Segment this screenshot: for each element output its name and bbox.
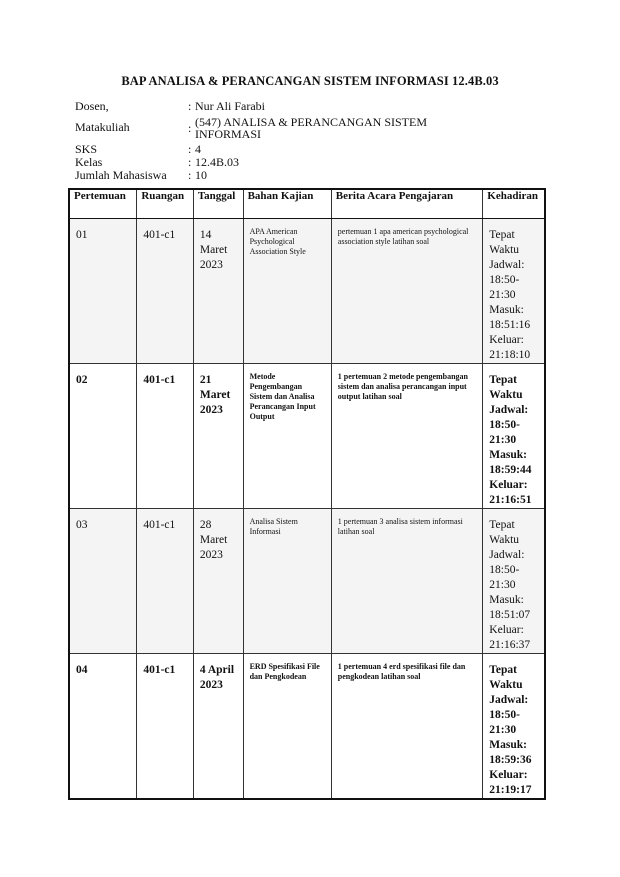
class-label: Kelas xyxy=(75,155,103,169)
cell-tanggal: 4 April 2023 xyxy=(193,654,243,800)
cell-bahan-kajian: ERD Spesifikasi File dan Pengkodean xyxy=(243,654,331,800)
header-berita-acara: Berita Acara Pengajaran xyxy=(331,189,483,219)
course-row xyxy=(75,116,455,140)
header-tanggal: Tanggal xyxy=(193,189,243,219)
student-count-sep: : xyxy=(188,168,192,182)
cell-bahan-kajian: Metode Pengembangan Sistem dan Analisa Perancangan Input Output xyxy=(243,364,331,509)
cell-tanggal: 21 Maret 2023 xyxy=(193,364,243,509)
header-ruangan: Ruangan xyxy=(137,189,194,219)
class-sep: : xyxy=(188,155,192,169)
cell-berita-acara: 1 pertemuan 2 metode pengembangan sistem dan analisa perancangan input output latihan soal xyxy=(331,364,483,509)
cell-ruangan: 401-c1 xyxy=(137,364,194,509)
cell-pertemuan: 04 xyxy=(69,654,137,800)
lecturer-sep: : xyxy=(188,99,192,113)
cell-kehadiran: Tepat Waktu Jadwal: 18:50- 21:30 Masuk: 18:59:36 Keluar: 21:19:17 xyxy=(483,654,545,800)
student-count-value: 10 xyxy=(195,168,207,182)
cell-pertemuan: 01 xyxy=(69,219,137,364)
cell-berita-acara: 1 pertemuan 3 analisa sistem informasi latihan soal xyxy=(331,509,483,654)
cell-tanggal: 14 Maret 2023 xyxy=(193,219,243,364)
cell-bahan-kajian: APA American Psychological Association Style xyxy=(243,219,331,364)
cell-pertemuan: 02 xyxy=(69,364,137,509)
lecturer-row xyxy=(75,100,455,113)
attendance-table xyxy=(68,188,546,800)
cell-ruangan: 401-c1 xyxy=(137,219,194,364)
table-row xyxy=(69,654,545,800)
cell-bahan-kajian: Analisa Sistem Informasi xyxy=(243,509,331,654)
course-label: Matakuliah xyxy=(75,120,130,134)
cell-kehadiran: Tepat Waktu Jadwal: 18:50- 21:30 Masuk: 18:59:44 Keluar: 21:16:51 xyxy=(483,364,545,509)
table-header-row xyxy=(69,189,545,219)
cell-pertemuan: 03 xyxy=(69,509,137,654)
sks-label: SKS xyxy=(75,142,98,156)
lecturer-value: Nur Ali Farabi xyxy=(195,99,265,113)
header-pertemuan: Pertemuan xyxy=(69,189,137,219)
course-info xyxy=(75,100,455,182)
sks-row xyxy=(75,143,455,156)
cell-ruangan: 401-c1 xyxy=(137,654,194,800)
student-count-label: Jumlah Mahasiswa xyxy=(75,168,167,182)
course-sep: : xyxy=(188,121,192,135)
cell-berita-acara: pertemuan 1 apa american psychological association style latihan soal xyxy=(331,219,483,364)
class-value: 12.4B.03 xyxy=(195,155,240,169)
header-bahan-kajian: Bahan Kajian xyxy=(243,189,331,219)
table-row xyxy=(69,509,545,654)
course-value: (547) ANALISA & PERANCANGAN SISTEM INFORMASI xyxy=(195,115,428,141)
cell-kehadiran: Tepat Waktu Jadwal: 18:50- 21:30 Masuk: 18:51:16 Keluar: 21:18:10 xyxy=(483,219,545,364)
table-row xyxy=(69,219,545,364)
cell-ruangan: 401-c1 xyxy=(137,509,194,654)
sks-sep: : xyxy=(188,142,192,156)
cell-berita-acara: 1 pertemuan 4 erd spesifikasi file dan pengkodean latihan soal xyxy=(331,654,483,800)
student-count-row xyxy=(75,169,455,182)
cell-tanggal: 28 Maret 2023 xyxy=(193,509,243,654)
lecturer-label: Dosen, xyxy=(75,99,109,113)
header-kehadiran: Kehadiran xyxy=(483,189,545,219)
table-row xyxy=(69,364,545,509)
sks-value: 4 xyxy=(195,142,201,156)
document-title: BAP ANALISA & PERANCANGAN SISTEM INFORMASI 12.4B.03 xyxy=(121,74,499,88)
cell-kehadiran: Tepat Waktu Jadwal: 18:50- 21:30 Masuk: 18:51:07 Keluar: 21:16:37 xyxy=(483,509,545,654)
